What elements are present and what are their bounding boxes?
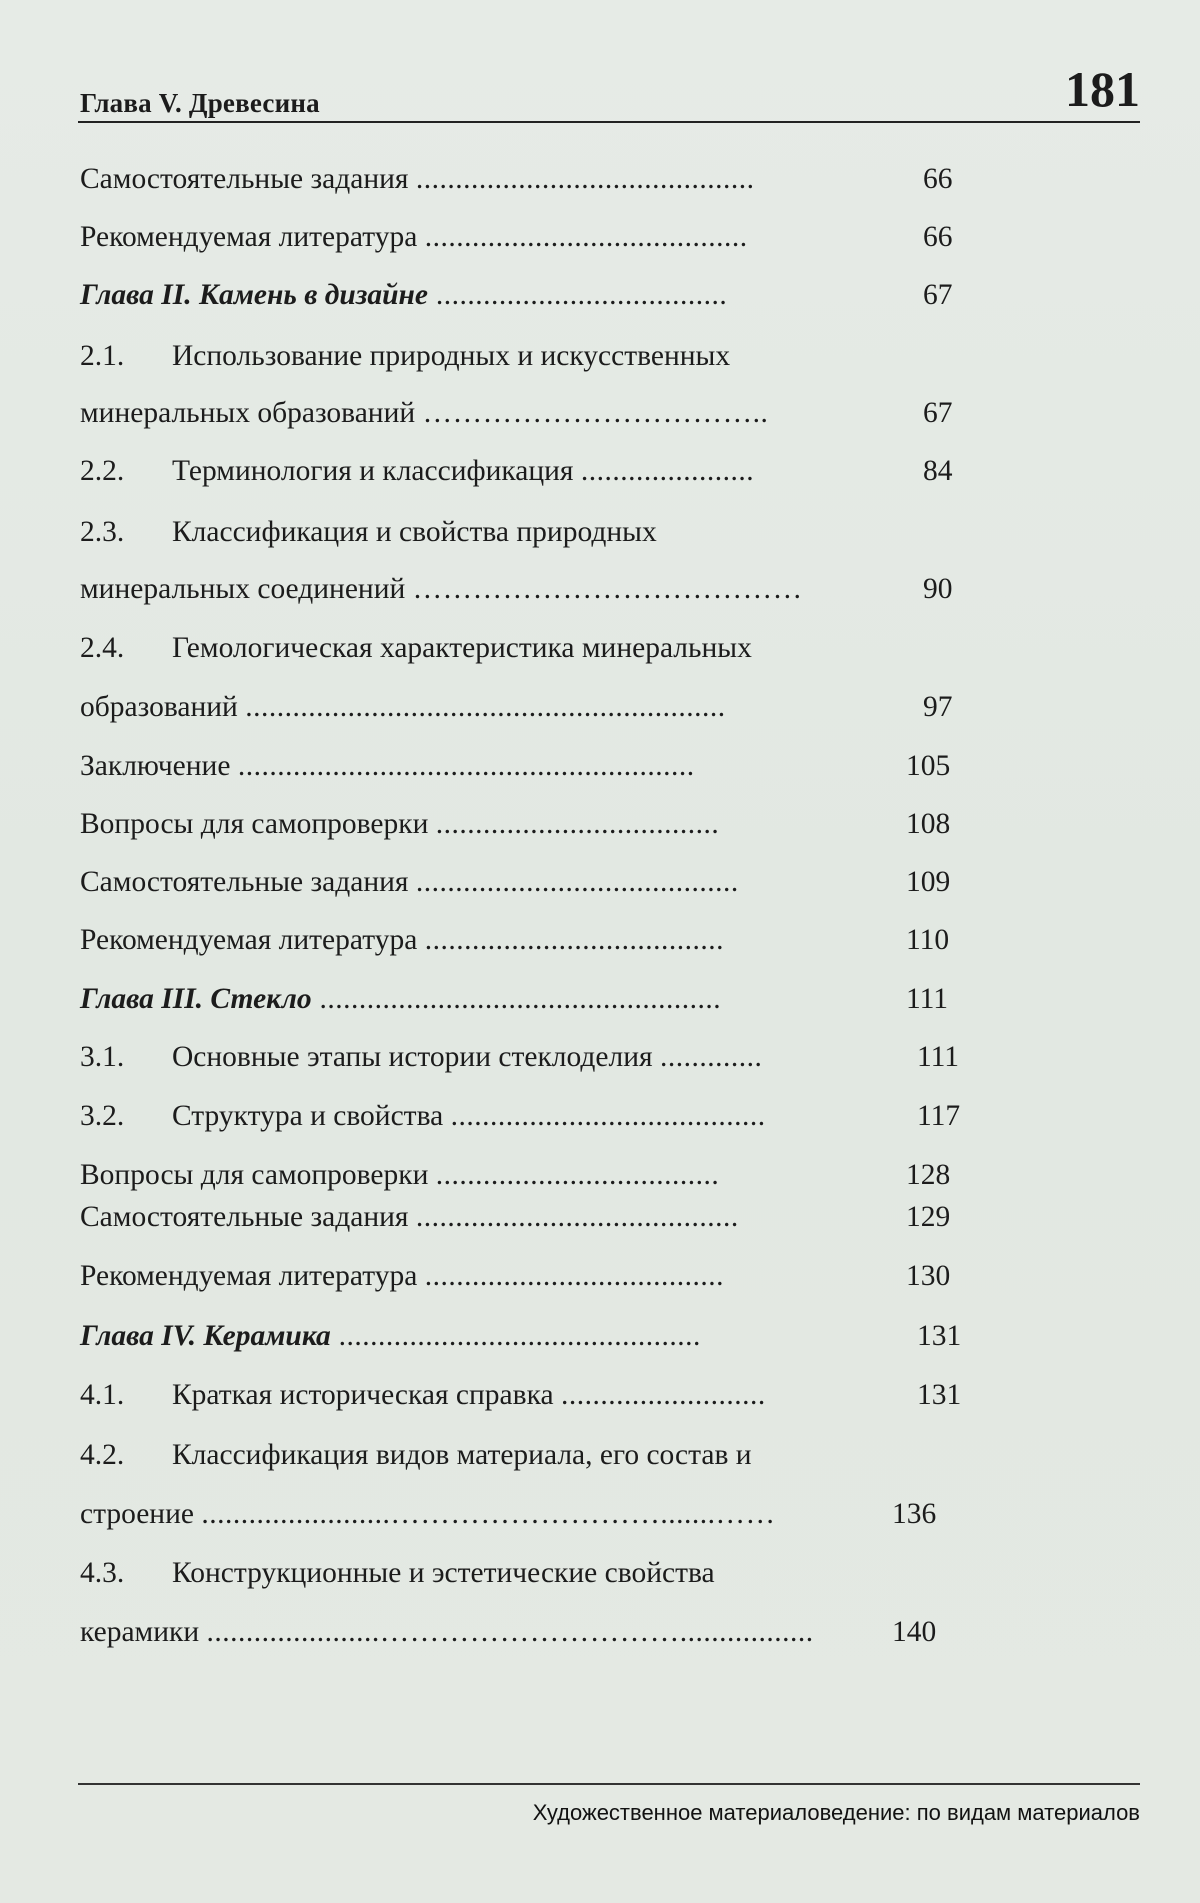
toc-entry-title: Самостоятельные задания [80, 1201, 416, 1233]
toc-entry [80, 922, 950, 958]
toc-leader: .............................................. [330, 1320, 701, 1352]
toc-page-number: 111 [917, 1041, 960, 1073]
toc-entry [80, 1496, 937, 1532]
toc-page-number: 131 [917, 1320, 962, 1352]
running-head: Глава V. Древесина [80, 88, 320, 118]
toc-entry [80, 1157, 951, 1193]
toc-entry-title: Использование природных и искусственных [172, 340, 731, 372]
toc-section-number: 2.4. [80, 632, 125, 664]
toc-page-number: 67 [923, 397, 953, 429]
toc-entry [80, 219, 953, 255]
toc-entry [80, 1199, 951, 1235]
toc-section-number: 3.1. [80, 1041, 125, 1073]
toc-page-number: 84 [923, 455, 953, 487]
toc-chapter-entry [80, 981, 949, 1017]
toc-leader: ..................................... [427, 279, 728, 311]
toc-entry-title: Конструкционные и эстетические свойства [172, 1557, 715, 1589]
toc-entry [80, 1377, 962, 1413]
toc-leader: .................................... [435, 1159, 720, 1191]
toc-page-number: 140 [892, 1616, 937, 1648]
toc-leader: ........................……………………….......…… [201, 1498, 776, 1530]
toc-entry [80, 1614, 937, 1650]
toc-entry [80, 453, 953, 489]
toc-page-number: 130 [906, 1260, 951, 1292]
toc-entry-title: Терминология и классификация [172, 455, 581, 487]
toc-entry [80, 571, 953, 607]
toc-section-number: 3.2. [80, 1100, 125, 1132]
toc-entry-title: Классификация видов материала, его состав и [172, 1439, 752, 1471]
page-number: 181 [1065, 61, 1140, 117]
toc-leader: ......................................... [424, 221, 748, 253]
toc-entry-title: минеральных образований [80, 397, 423, 429]
toc-page-number: 105 [906, 750, 951, 782]
toc-leader: ........................................... [415, 163, 755, 195]
toc-page-number: 108 [906, 808, 951, 840]
toc-entry-title: керамики [80, 1616, 207, 1648]
toc-entry [80, 161, 953, 197]
toc-entry-title: Вопросы для самопроверки [80, 808, 436, 840]
toc-entry-title: Вопросы для самопроверки [80, 1159, 436, 1191]
toc-page-number: 66 [923, 221, 953, 253]
toc-entry-title: Структура и свойства [172, 1100, 451, 1132]
toc-entry [80, 338, 730, 374]
toc-entry-title: Самостоятельные задания [80, 163, 416, 195]
toc-leader: ......................................... [415, 1201, 739, 1233]
toc-entry [80, 1555, 715, 1591]
toc-section-number: 4.1. [80, 1379, 125, 1411]
toc-page-number: 128 [906, 1159, 951, 1191]
toc-leader: ...................... [580, 455, 755, 487]
toc-entry-title: Самостоятельные задания [80, 866, 416, 898]
toc-entry-title: Краткая историческая справка [172, 1379, 561, 1411]
toc-page-number: 131 [917, 1379, 962, 1411]
toc-entry-title: Рекомендуемая литература [80, 221, 425, 253]
toc-entry [80, 514, 657, 550]
toc-page-number: 117 [917, 1100, 961, 1132]
toc-page-number: 90 [923, 573, 953, 605]
toc-chapter-title: Глава II. Камень в дизайне [80, 279, 428, 311]
toc-entry-title: минеральных соединений [80, 573, 413, 605]
toc-leader: ........................................ [450, 1100, 766, 1132]
running-footer: Художественное материаловедение: по видам материалов [532, 1800, 1140, 1825]
toc-section-number: 4.3. [80, 1557, 125, 1589]
toc-entry [80, 630, 752, 666]
toc-page-number: 109 [906, 866, 951, 898]
toc-page-number: 111 [906, 983, 949, 1015]
toc-entry [80, 395, 953, 431]
toc-chapter-entry [80, 277, 953, 313]
toc-leader: ............. [659, 1041, 763, 1073]
toc-entry [80, 1437, 752, 1473]
toc-page-number: 136 [892, 1498, 937, 1530]
toc-leader: ...................................... [424, 1260, 724, 1292]
toc-entry [80, 689, 953, 725]
toc-entry [80, 748, 951, 784]
toc-leader: .......................................................... [237, 750, 695, 782]
toc-page-number: 129 [906, 1201, 951, 1233]
toc-leader: .................................... [435, 808, 720, 840]
toc-entry-title: Рекомендуемая литература [80, 924, 425, 956]
toc-leader: ............................................................. [245, 691, 726, 723]
toc-entry-title: строение [80, 1498, 202, 1530]
toc-entry-title: Основные этапы истории стеклоделия [172, 1041, 660, 1073]
toc-page-number: 97 [923, 691, 953, 723]
toc-entry-title: Классификация и свойства природных [172, 516, 657, 548]
toc-section-number: 2.1. [80, 340, 125, 372]
toc-entry-title: Рекомендуемая литература [80, 1260, 425, 1292]
toc-entry [80, 806, 951, 842]
toc-leader: ......................…………………………................. [206, 1616, 814, 1648]
toc-entry-title: Заключение [80, 750, 238, 782]
toc-section-number: 4.2. [80, 1439, 125, 1471]
footer-rule [78, 1783, 1140, 1785]
toc-page-number: 66 [923, 163, 953, 195]
toc-leader: ......................................... [415, 866, 739, 898]
toc-section-number: 2.3. [80, 516, 125, 548]
toc-chapter-entry [80, 1318, 962, 1354]
toc-entry-title: образований [80, 691, 246, 723]
toc-page-number: 67 [923, 279, 953, 311]
toc-entry [80, 1039, 960, 1075]
table-of-contents [80, 0, 1140, 1760]
toc-leader: ................................................... [311, 983, 722, 1015]
toc-leader: ...................................... [424, 924, 724, 956]
toc-section-number: 2.2. [80, 455, 125, 487]
toc-entry [80, 864, 951, 900]
toc-entry [80, 1258, 951, 1294]
toc-chapter-title: Глава IV. Керамика [80, 1320, 331, 1352]
toc-entry-title: Гемологическая характеристика минеральных [172, 632, 752, 664]
toc-page-number: 110 [906, 924, 950, 956]
toc-leader: ………………………………… [412, 573, 803, 605]
toc-entry [80, 1098, 961, 1134]
toc-leader: …………………………….. [422, 397, 769, 429]
toc-leader: .......................... [560, 1379, 766, 1411]
toc-chapter-title: Глава III. Стекло [80, 983, 312, 1015]
